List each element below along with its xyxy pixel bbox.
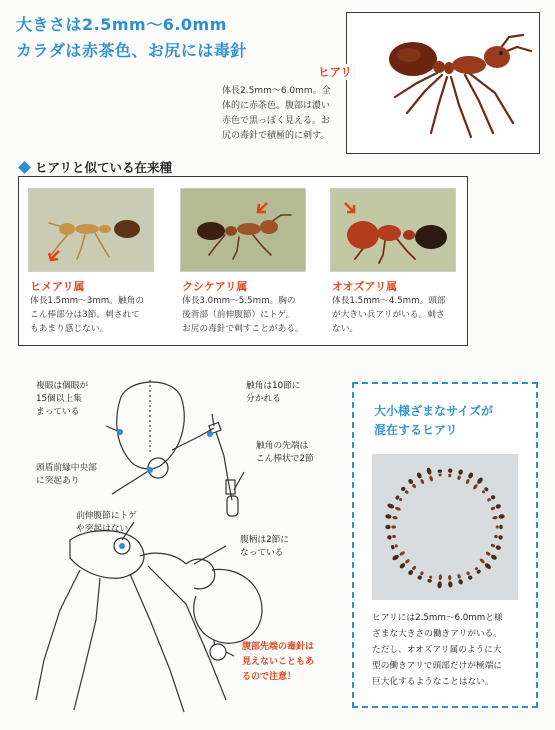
ant-in-ring: [479, 557, 493, 570]
headline-size: 大きさは2.5mm〜6.0mm: [16, 15, 227, 34]
ant-in-ring: [387, 534, 396, 540]
annotation-antenna-club: [256, 440, 314, 466]
ant-in-ring: [385, 514, 398, 521]
species-description: [332, 294, 464, 336]
species-desc-line: が大きい兵アリがいる。刺さ: [332, 310, 445, 320]
annotation-line: や突起はない: [76, 524, 129, 534]
species-photo-oozuari: [330, 188, 456, 272]
ant-in-ring: [465, 472, 474, 485]
ant-in-ring: [427, 575, 433, 583]
size-panel-title-line: 混在するヒアリ: [374, 423, 458, 437]
ant-in-ring: [437, 469, 442, 476]
species-desc-line: もあまり感じない。: [30, 324, 109, 334]
ant-in-ring: [391, 550, 405, 561]
ant-in-ring: [490, 503, 502, 511]
species-photo-kushikeari: [180, 188, 306, 272]
size-panel-title-line: 大小様ざまなサイズが: [374, 404, 494, 418]
size-panel-title: [374, 402, 493, 440]
fire-ant-photo: [347, 13, 541, 155]
diamond-bullet-icon: [18, 161, 31, 174]
ant-in-ring: [426, 467, 434, 482]
hero-species-name: ヒアリ: [314, 64, 356, 80]
hero-photo-frame: [346, 12, 540, 154]
ant-in-ring: [465, 571, 473, 581]
annotation-propodeum: [76, 510, 137, 536]
annotation-line: るので注意！: [242, 672, 297, 682]
hero-desc-line: 赤色で黒っぽく見える。お: [222, 116, 331, 126]
size-desc-line: 巨大化するようなことはない。: [372, 677, 494, 687]
species-desc-line: お尻の毒針で刺すことがある。: [182, 324, 304, 334]
hero-desc-line: 体的に赤茶色。腹部は濃い: [222, 101, 331, 111]
annotation-line: 前伸腹節にトゲ: [76, 511, 137, 521]
species-desc-line: ない。: [332, 324, 359, 334]
ant-in-ring: [447, 575, 453, 588]
size-desc-line: ざまな大きさの働きアリがいる。: [372, 629, 502, 639]
annotation-line: 見えないこともあ: [242, 657, 315, 667]
ant-in-ring: [472, 476, 484, 490]
hero-desc-line: 尻の毒針で積極的に刺す。: [222, 131, 330, 141]
annotation-line: 頭盾前縁中央部: [36, 463, 97, 473]
hero-description: [222, 84, 340, 144]
size-desc-line: ヒアリには2.5mm〜6.0mmと様: [372, 613, 503, 623]
ant-in-ring: [387, 503, 402, 512]
headline-body-color: カラダは赤茶色、お尻には毒針: [16, 41, 247, 60]
species-name: クシケアリ属: [182, 280, 248, 293]
section-heading: [20, 158, 172, 176]
annotation-line: なっている: [240, 548, 284, 558]
ant-in-ring: [416, 472, 425, 485]
annotation-line: 触角の先端は: [256, 441, 309, 451]
ant-in-ring: [474, 566, 482, 574]
ant-in-ring: [390, 543, 398, 550]
annotation-line: こん棒状で2節: [256, 454, 314, 464]
species-name: ヒメアリ属: [30, 280, 85, 293]
size-desc-line: ただし、オオズアリ属のように大: [372, 645, 502, 655]
ant-in-ring: [456, 469, 463, 480]
species-desc-line: 後背部（前伸腹節）にトゲ。: [182, 310, 295, 320]
annotation-line: まっている: [36, 407, 80, 417]
ant-in-ring: [486, 494, 496, 502]
ant-in-ring: [385, 525, 396, 529]
annotation-line: 腹部先端の毒針は: [242, 642, 315, 652]
hero-desc-line: 体長2.5mm〜6.0mm。全: [222, 86, 331, 96]
species-description: [182, 294, 322, 336]
ant-ring-photo: [372, 454, 518, 600]
annotation-antenna-segments: [246, 380, 301, 406]
species-name: オオズアリ属: [332, 280, 398, 293]
size-desc-line: 型の働きアリで頭部だけが極端に: [372, 661, 502, 671]
species-desc-line: 体長3.0mm〜5.5mm。胸の: [182, 296, 296, 306]
species-desc-line: 体長1.5mm〜4.5mm。頭部: [332, 296, 446, 306]
ant-in-ring: [496, 525, 503, 529]
annotation-sting-warning: [242, 640, 314, 685]
ant-in-ring: [447, 468, 452, 477]
ant-in-ring: [481, 486, 489, 494]
ant-in-ring: [492, 514, 505, 521]
ant-in-ring: [400, 486, 409, 495]
annotation-line: 15個以上集: [36, 394, 82, 404]
size-panel-description: [372, 610, 524, 690]
annotation-line: 触角は10節に: [246, 381, 301, 391]
ant-in-ring: [407, 478, 417, 489]
annotation-line: に突起あり: [36, 476, 80, 486]
species-desc-line: 体長1.5mm〜3mm。触角の: [30, 296, 145, 306]
ant-in-ring: [417, 571, 425, 581]
ant-in-ring: [490, 543, 502, 551]
annotation-line: 複眼は個眼が: [36, 381, 89, 391]
species-desc-line: こん棒部分は3節。刺されて: [30, 310, 140, 320]
ant-in-ring: [494, 534, 503, 540]
ant-in-ring: [399, 558, 411, 570]
section-heading-text: ヒアリと似ている在来種: [35, 160, 173, 175]
annotation-petiole: [240, 534, 289, 560]
annotation-line: 分かれる: [246, 394, 281, 404]
ant-ring-drawing: [372, 454, 518, 600]
annotation-line: 腹柄は2節に: [240, 535, 289, 545]
ant-in-ring: [407, 565, 417, 576]
ant-in-ring: [437, 574, 443, 589]
ant-in-ring: [395, 495, 403, 502]
annotation-compound-eye: [36, 380, 88, 419]
ant-in-ring: [456, 574, 463, 585]
ant-in-ring: [485, 550, 498, 560]
species-photo-himeari: [28, 188, 154, 272]
annotation-clypeus: [36, 462, 97, 488]
species-description: [30, 294, 170, 336]
